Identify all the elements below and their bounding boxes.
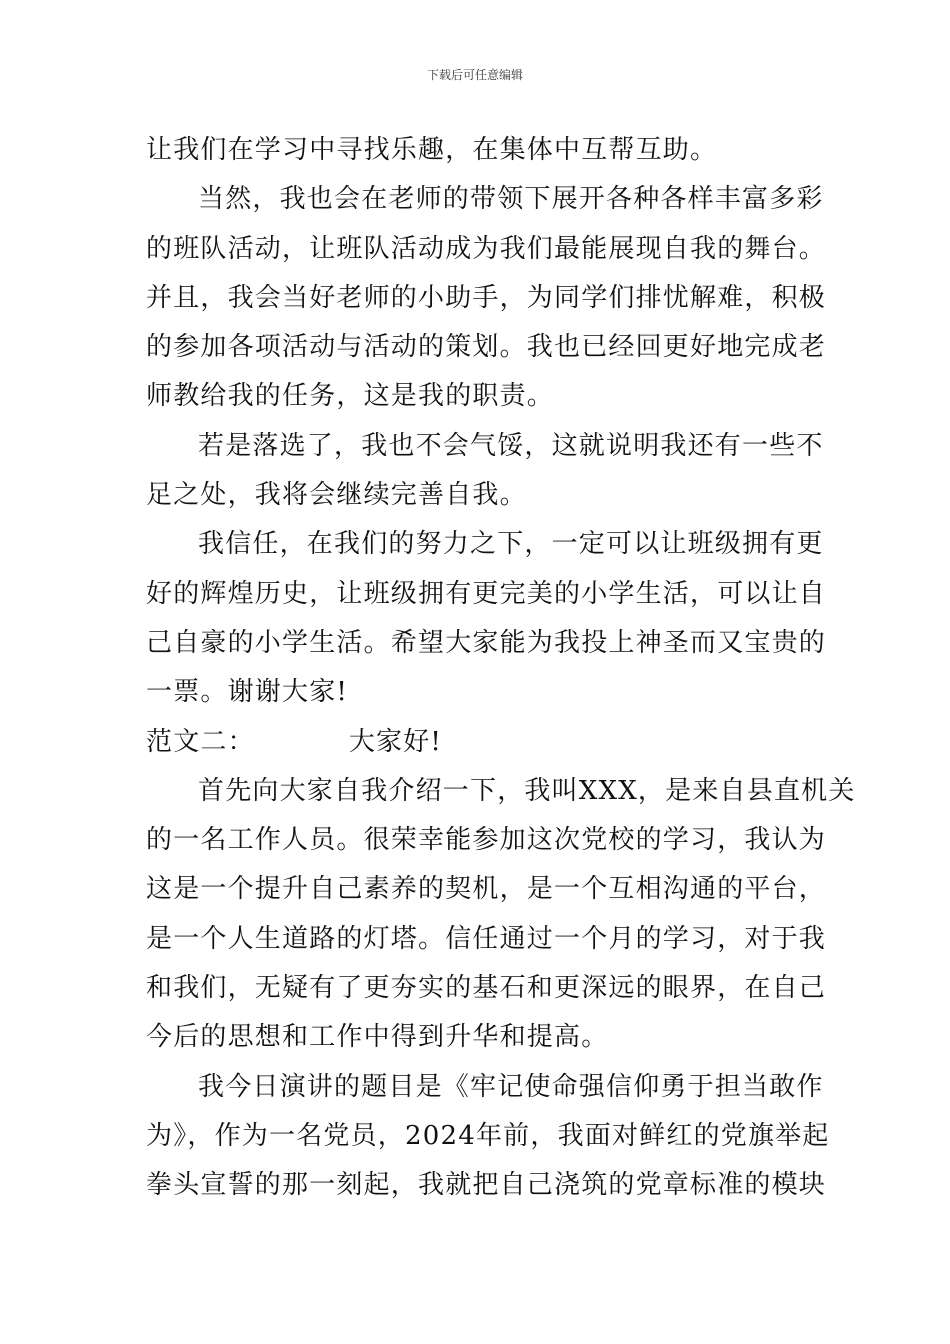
document-body	[146, 126, 856, 1211]
text-line: 的班队活动，让班队活动成为我们最能展现自我的舞台。	[146, 233, 827, 264]
section-greeting: 大家好!	[348, 726, 443, 757]
text-line: 师教给我的任务，这是我的职责。	[146, 381, 555, 412]
text-line: 当然，我也会在老师的带领下展开各种各样丰富多彩	[198, 184, 824, 215]
section-heading	[146, 718, 808, 767]
text-line: 拳头宣誓的那一刻起，我就把自己浇筑的党章标准的模块	[146, 1170, 827, 1201]
text-line: 这是一个提升自己素养的契机，是一个互相沟通的平台，	[146, 874, 827, 905]
page-header: 下载后可任意编辑	[426, 68, 523, 82]
text-line: 的一名工作人员。很荣幸能参加这次党校的学习，我认为	[146, 825, 827, 856]
section-label: 范文二：	[146, 726, 255, 757]
text-line: 我信任，在我们的努力之下，一定可以让班级拥有更	[198, 529, 824, 560]
text-line: 己自豪的小学生活。希望大家能为我投上神圣而又宝贵的	[146, 627, 827, 658]
text-line: 足之处，我将会继续完善自我。	[146, 480, 527, 511]
text-line: 我今日演讲的题目是《牢记使命强信仰勇于担当敢作	[198, 1071, 824, 1102]
text-line: 若是落选了，我也不会气馁，这就说明我还有一些不	[198, 430, 824, 461]
text-line: 和我们，无疑有了更夯实的基石和更深远的眼界，在自己	[146, 973, 827, 1004]
text-line: 好的辉煌历史，让班级拥有更完美的小学生活，可以让自	[146, 578, 827, 609]
text-line: 一票。谢谢大家!	[146, 677, 349, 708]
text-line: 让我们在学习中寻找乐趣，在集体中互帮互助。	[146, 135, 718, 165]
text-line: 今后的思想和工作中得到升华和提高。	[146, 1022, 609, 1053]
text-line: 为》，作为一名党员，2024年前，我面对鲜红的党旗举起	[146, 1120, 830, 1151]
text-line: 首先向大家自我介绍一下，我叫XXX，是来自县直机关	[198, 775, 856, 806]
text-line: 是一个人生道路的灯塔。信任通过一个月的学习，对于我	[146, 923, 827, 954]
text-line: 并且，我会当好老师的小助手，为同学们排忧解难，积极	[146, 282, 827, 313]
text-line: 的参加各项活动与活动的策划。我也已经回更好地完成老	[146, 332, 827, 363]
